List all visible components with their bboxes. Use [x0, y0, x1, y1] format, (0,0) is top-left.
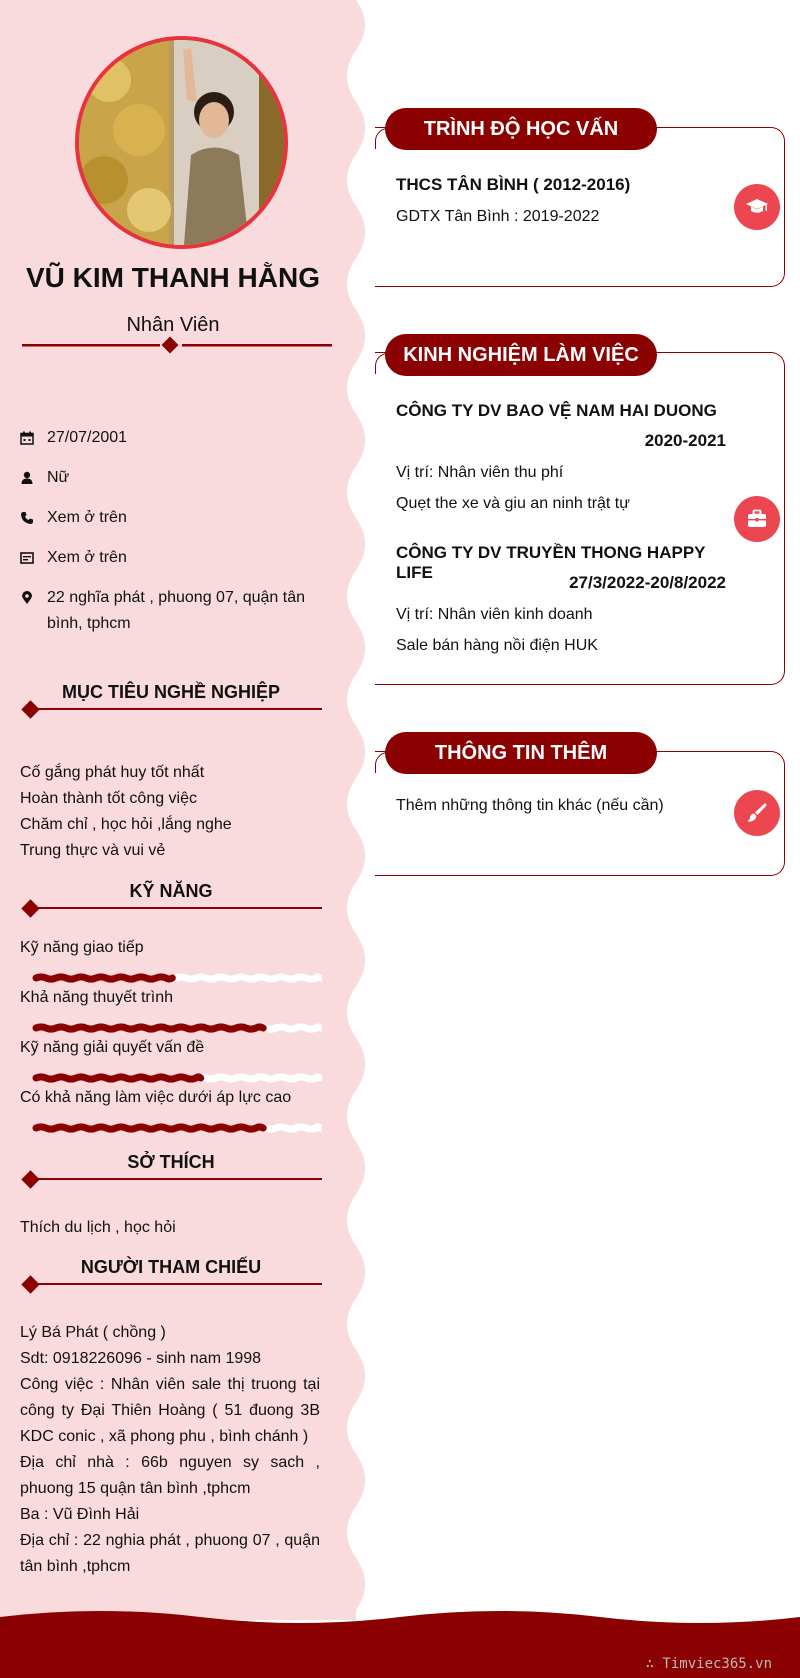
skill-item	[20, 1037, 322, 1085]
objective-line: Hoàn thành tốt công việc	[20, 790, 198, 807]
skill-level-bar	[20, 971, 322, 985]
contact-address	[20, 585, 330, 637]
reference-line: Công việc : Nhân viên sale thị truong tại công ty Đại Thiên Hoàng ( 51 đuong 3B KDC conic , xã phong phu , bình chánh )	[20, 1376, 320, 1445]
candidate-name: VŨ KIM THANH HẰNG	[26, 262, 320, 293]
additional-title: THÔNG TIN THÊM	[385, 732, 657, 774]
skill-bar-fill	[36, 1077, 201, 1079]
references-text	[20, 1320, 320, 1580]
job-description: Quẹt the xe và giu an ninh trật tự	[396, 495, 630, 512]
contact-address-text: 22 nghĩa phát , phuong 07, quận tân bình, tphcm	[47, 589, 306, 632]
name-divider	[22, 336, 332, 356]
reference-line: Địa chỉ nhà : 66b nguyen sy sach , phuong 15 quận tân bình ,tphcm	[20, 1454, 320, 1497]
job-company: CÔNG TY DV TRUYỀN THONG HAPPY LIFE	[396, 543, 706, 582]
objective-line: Cố gắng phát huy tốt nhất	[20, 764, 205, 781]
objective-line: Chăm chỉ , học hỏi ,lắng nghe	[20, 816, 232, 833]
job-period: 27/3/2022-20/8/2022	[569, 573, 726, 592]
user-icon	[20, 465, 47, 485]
education-section	[375, 127, 785, 287]
contact-birthday	[20, 425, 330, 451]
skill-bar-fill	[36, 977, 172, 979]
reference-line: Địa chỉ : 22 nghia phát , phuong 07 , quận tân bình ,tphcm	[20, 1532, 320, 1575]
contact-info	[20, 425, 330, 651]
experience-title: KINH NGHIỆM LÀM VIỆC	[385, 334, 657, 376]
skill-level-bar	[20, 1121, 322, 1135]
location-icon	[20, 585, 47, 605]
brush-icon	[734, 790, 780, 836]
skill-item	[20, 1087, 322, 1135]
contact-phone-text: Xem ở trên	[47, 509, 127, 526]
references-heading: NGƯỜI THAM CHIẾU	[20, 1257, 322, 1287]
skill-bar-fill	[36, 1127, 263, 1129]
education-school: THCS TÂN BÌNH ( 2012-2016)	[396, 175, 631, 194]
skill-label: Khả năng thuyết trình	[20, 989, 173, 1006]
phone-icon	[20, 505, 47, 525]
skill-label: Có khả năng làm việc dưới áp lực cao	[20, 1089, 292, 1106]
contact-birthday-text: 27/07/2001	[47, 429, 128, 446]
avatar	[75, 36, 288, 249]
contact-email-text: Xem ở trên	[47, 549, 127, 566]
reference-line: Lý Bá Phát ( chồng )	[20, 1324, 166, 1341]
job-position: Vị trí: Nhân viên thu phí	[396, 464, 564, 481]
skill-level-bar	[20, 1021, 322, 1035]
job-position: Vị trí: Nhân viên kinh doanh	[396, 606, 593, 623]
graduation-cap-icon	[734, 184, 780, 230]
calendar-icon	[20, 425, 47, 445]
skill-level-bar	[20, 1071, 322, 1085]
hobbies-heading: SỞ THÍCH	[20, 1152, 322, 1182]
skill-label: Kỹ năng giao tiếp	[20, 939, 144, 956]
email-icon	[20, 545, 47, 565]
reference-line: Ba : Vũ Đình Hải	[20, 1506, 140, 1523]
job-description: Sale bán hàng nồi điện HUK	[396, 637, 598, 654]
candidate-role: Nhân Viên	[126, 314, 220, 336]
objective-line: Trung thực và vui vẻ	[20, 842, 166, 859]
objective-heading: MỤC TIÊU NGHỀ NGHIỆP	[20, 682, 322, 712]
hobbies-text: Thích du lịch , học hỏi	[20, 1219, 176, 1236]
contact-email	[20, 545, 330, 571]
footer-brand: ∴ Timviec365.vn	[645, 1656, 772, 1672]
skills-heading: KỸ NĂNG	[20, 881, 322, 911]
skill-item	[20, 937, 322, 985]
additional-text: Thêm những thông tin khác (nếu cần)	[396, 797, 664, 814]
education-title: TRÌNH ĐỘ HỌC VẤN	[385, 108, 657, 150]
contact-gender-text: Nữ	[47, 469, 70, 486]
contact-gender	[20, 465, 330, 491]
job-company: CÔNG TY DV BAO VỆ NAM HAI DUONG	[396, 401, 717, 420]
reference-line: Sdt: 0918226096 - sinh nam 1998	[20, 1350, 262, 1367]
objective-text	[20, 760, 320, 864]
skill-label: Kỹ năng giải quyết vấn đề	[20, 1039, 205, 1056]
briefcase-icon	[734, 496, 780, 542]
job-period: 2020-2021	[644, 431, 726, 450]
education-detail: GDTX Tân Bình : 2019-2022	[396, 208, 600, 225]
skill-item	[20, 987, 322, 1035]
contact-phone	[20, 505, 330, 531]
skill-bar-fill	[36, 1027, 263, 1029]
